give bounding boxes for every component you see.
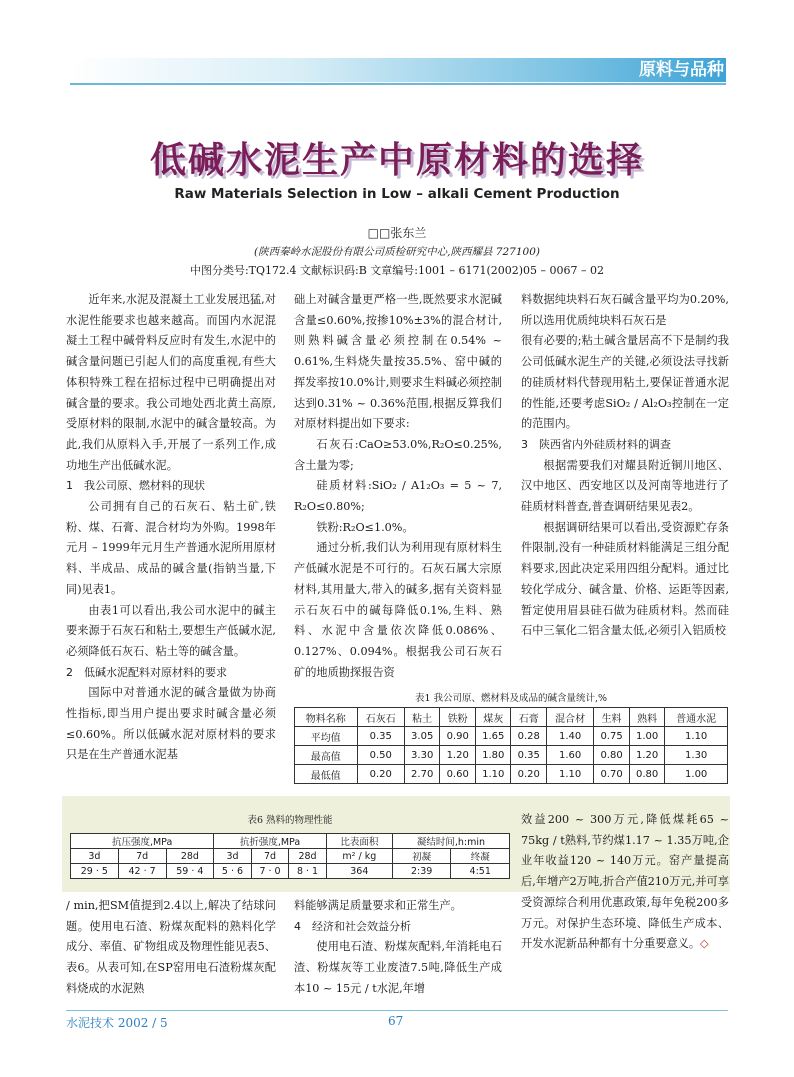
- table-header-cell: 凝结时间,h:min: [392, 834, 509, 849]
- table-header-cell: 28d: [289, 849, 327, 864]
- table-cell: 0.70: [594, 765, 630, 784]
- table-header-cell: 抗压强度,MPa: [71, 834, 214, 849]
- table-cell: 0.20: [511, 765, 547, 784]
- table-cell: 2.70: [404, 765, 440, 784]
- table-header-cell: 28d: [166, 849, 214, 864]
- paragraph: 料能够满足质量要求和正常生产。: [294, 899, 462, 912]
- table-cell: 29 · 5: [71, 864, 119, 879]
- table-header-cell: 煤灰: [475, 708, 511, 727]
- journal-footer: 水泥技术 2002 / 5: [66, 1016, 168, 1030]
- table-cell: 0.35: [511, 746, 547, 765]
- table-cell: 平均值: [295, 727, 358, 746]
- table-header-cell: 熟料: [629, 708, 665, 727]
- section-title: 原料与品种: [639, 60, 724, 80]
- table-cell: 0.60: [440, 765, 476, 784]
- table-cell: 8 · 1: [289, 864, 327, 879]
- paragraph: 由表1可以看出,我公司水泥中的碱主要来源于石灰石和粘土,要想生产低碱水泥,必须降低石灰石、粘土等的碱含量。: [66, 603, 276, 658]
- table-cell: 0.50: [357, 746, 404, 765]
- table-cell: 1.10: [665, 727, 728, 746]
- table-cell: 0.20: [357, 765, 404, 784]
- table-cell: 0.80: [629, 765, 665, 784]
- table-cell: 59 · 4: [166, 864, 214, 879]
- table-row: [295, 746, 728, 765]
- table-header-cell: 3d: [71, 849, 119, 864]
- table-1-caption: 表1 我公司原、燃材料及成品的碱含量统计,%: [414, 693, 608, 704]
- paragraph: 公司拥有自己的石灰石、粘土矿,铁粉、煤、石膏、混合材均为外购。1998年元月 – 1999年元月生产普通水泥所用原材料、半成品、成品的碱含量(指钠当量,下同)见表1。: [66, 500, 276, 596]
- table-cell: 42 · 7: [118, 864, 166, 879]
- table-cell: 1.00: [665, 765, 728, 784]
- paragraph: 石灰石:CaO≥53.0%,R₂O≤0.25%,含土量为零;: [294, 437, 502, 472]
- table-cell: 1.10: [475, 765, 511, 784]
- paragraph: 硅质材料:SiO₂ / A1₂O₃ = 5 ~ 7, R₂O≤0.80%;: [294, 479, 502, 514]
- column-2-lower: [294, 896, 502, 1000]
- table-cell: 1.80: [475, 746, 511, 765]
- header-band: [70, 58, 726, 82]
- table-header-cell: 初凝: [392, 849, 451, 864]
- paragraph: 近年来,水泥及混凝土工业发展迅猛,对水泥性能要求也越来越高。而国内水泥混凝土工程中碱骨料反应时有发生,水泥中的碱含量问题已引起人们的高度重视,有些大体积特殊工程在招标过程中已明确提出对碱含量的要求。我公司地处西北黄土高原,受原材料的限制,水泥中的碱含量较高。为此,我们从原料入手,开展了一系列工作,成功地生产出低碱水泥。: [66, 293, 276, 472]
- table-cell: 最低值: [295, 765, 358, 784]
- table-header-cell: 抗折强度,MPa: [214, 834, 327, 849]
- table-cell: 4:51: [451, 864, 510, 879]
- table-header-cell: 物料名称: [295, 708, 358, 727]
- table-cell: 1.40: [546, 727, 593, 746]
- table-header-row: [71, 834, 510, 849]
- table-cell: 1.30: [665, 746, 728, 765]
- paragraph: 使用电石渣、粉煤灰配料,年消耗电石渣、粉煤灰等工业废渣7.5吨,降低生产成本10 ~ 15元 / t水泥,年增: [294, 940, 502, 995]
- table-row: [295, 765, 728, 784]
- table-header-cell: 粘土: [404, 708, 440, 727]
- table-header-cell: 铁粉: [440, 708, 476, 727]
- table-header-cell: 生料: [594, 708, 630, 727]
- paragraph: 国际中对普通水泥的碱含量做为协商性指标,即当用户提出要求时碱含量必须≤0.60%。所以低碱水泥对原材料的要求只是在生产普通水泥基: [66, 686, 276, 762]
- table-cell: 0.80: [594, 746, 630, 765]
- table-cell: 1.00: [629, 727, 665, 746]
- author: □□张东兰: [367, 226, 427, 240]
- table-cell: 1.65: [475, 727, 511, 746]
- paragraph: 料数据纯块料石灰石碱含量平均为0.20%,所以选用优质纯块料石灰石是: [521, 293, 729, 327]
- column-3-lower: [521, 810, 729, 955]
- table-cell: 364: [326, 864, 392, 879]
- section-heading: 1 我公司原、燃材料的现状: [66, 479, 205, 493]
- article-title: 低碱水泥生产中原材料的选择: [149, 140, 644, 181]
- table-cell: 3.05: [404, 727, 440, 746]
- paragraph-text: 效益200 ~ 300万元,降低煤耗65 ~ 75kg / t熟料,节约煤1.17 ~ 1.35万吨,企业年收益120 ~ 140万元。窑产量提高后,年增产2万吨,折合产值210万元,并可享受资源综合利用优惠政策,每年免税200多万元。对保护生态环境、降低生产成本、开发水泥新品种都有十分重要意义。: [521, 813, 729, 951]
- article-english-title: Raw Materials Selection in Low – alkali Cement Production: [174, 186, 620, 202]
- paragraph: 根据调研结果可以看出,受资源贮存条件限制,没有一种硅质材料能满足三组分配料要求,因此决定采用四组分配料。通过比较化学成分、碱含量、价格、运距等因素,暂定使用眉县硅石做为硅质材料。然而硅石中三氧化二铝含量太低,必须引入铝质校: [521, 520, 729, 638]
- paragraph: [521, 810, 729, 955]
- table-cell: 7 · 0: [251, 864, 289, 879]
- paragraph: 很有必要的;粘土碱含量居高不下是制约我公司低碱水泥生产的关键,必须设法寻找新的硅质材料代替现用粘土,要保证普通水泥的性能,还要考虑SiO₂ / Al₂O₃控制在一定的范围内。: [521, 334, 729, 431]
- table-row: [71, 864, 510, 879]
- column-2: [294, 290, 502, 683]
- affiliation: (陕西秦岭水泥股份有限公司质检研究中心,陕西耀县 727100): [254, 246, 540, 258]
- table-header-cell: 混合材: [546, 708, 593, 727]
- table-header-row: [295, 708, 728, 727]
- table-cell: 1.20: [629, 746, 665, 765]
- table-header-cell: m² / kg: [326, 849, 392, 864]
- table-cell: 3.30: [404, 746, 440, 765]
- column-1-lower: [66, 896, 276, 1000]
- table-6: [70, 833, 510, 879]
- table-header-cell: 3d: [214, 849, 252, 864]
- table-cell: 最高值: [295, 746, 358, 765]
- paragraph: 通过分析,我们认为利用现有原材料生产低碱水泥是不可行的。石灰石属大宗原材料,其用量大,带入的碱多,据有关资料显示石灰石中的碱每降低0.1%,生料、熟料、水泥中含量依次降低0.086%、0.127%、0.094%。根据我公司石灰石矿的地质勘探报告资: [294, 541, 502, 679]
- section-heading: 2 低碱水泥配料对原材料的要求: [66, 665, 227, 679]
- table-cell: 0.28: [511, 727, 547, 746]
- footer-rule: [66, 1010, 728, 1011]
- table-cell: 1.60: [546, 746, 593, 765]
- table-cell: 5 · 6: [214, 864, 252, 879]
- table-header-row: [71, 849, 510, 864]
- column-1: [66, 290, 276, 766]
- table-cell: 0.35: [357, 727, 404, 746]
- classification-line: 中图分类号:TQ172.4 文献标识码:B 文章编号:1001 – 6171(2002)05 – 0067 – 02: [189, 264, 605, 277]
- table-header-cell: 7d: [118, 849, 166, 864]
- table-1: [294, 707, 728, 784]
- table-cell: 2:39: [392, 864, 451, 879]
- paragraph: 根据需要我们对耀县附近铜川地区、汉中地区、西安地区以及河南等地进行了硅质材料普查,普查调研结果见表2。: [521, 458, 729, 514]
- table-header-cell: 石灰石: [357, 708, 404, 727]
- table-header-cell: 石膏: [511, 708, 547, 727]
- end-diamond-icon: ◇: [700, 937, 709, 951]
- paragraph: 铁粉:R₂O≤1.0%。: [316, 520, 414, 534]
- header-rule: [70, 83, 726, 85]
- table-header-cell: 普通水泥: [665, 708, 728, 727]
- paragraph: / min,把SM值提到2.4以上,解决了结球问题。使用电石渣、粉煤灰配料的熟料化学成分、率值、矿物组成及物理性能见表5、表6。从表可知,在SP窑用电石渣粉煤灰配料烧成的水泥熟: [66, 899, 276, 995]
- page-number: 67: [388, 1014, 404, 1028]
- table-header-cell: 比表面积: [326, 834, 392, 849]
- section-heading: 4 经济和社会效益分析: [294, 919, 411, 933]
- table-cell: 1.10: [546, 765, 593, 784]
- table-6-caption: 表6 熟料的物理性能: [247, 815, 333, 826]
- paragraph: 础上对碱含量更严格一些,既然要求水泥碱含量≤0.60%,按掺10%±3%的混合材计,则熟料碱含量必须控制在0.54% ~ 0.61%,生料烧失量按35.5%、窑中碱的挥发率按10.0%计,则要求生料碱必须控制达到0.31% ~ 0.36%范围,根据反算我们对原材料提出如下要求:: [294, 293, 502, 431]
- column-3: [521, 290, 729, 642]
- table-header-cell: 7d: [251, 849, 289, 864]
- table-header-cell: 终凝: [451, 849, 510, 864]
- table-row: [295, 727, 728, 746]
- section-heading: 3 陕西省内外硅质材料的调查: [521, 437, 671, 451]
- table-cell: 0.75: [594, 727, 630, 746]
- table-cell: 1.20: [440, 746, 476, 765]
- table-cell: 0.90: [440, 727, 476, 746]
